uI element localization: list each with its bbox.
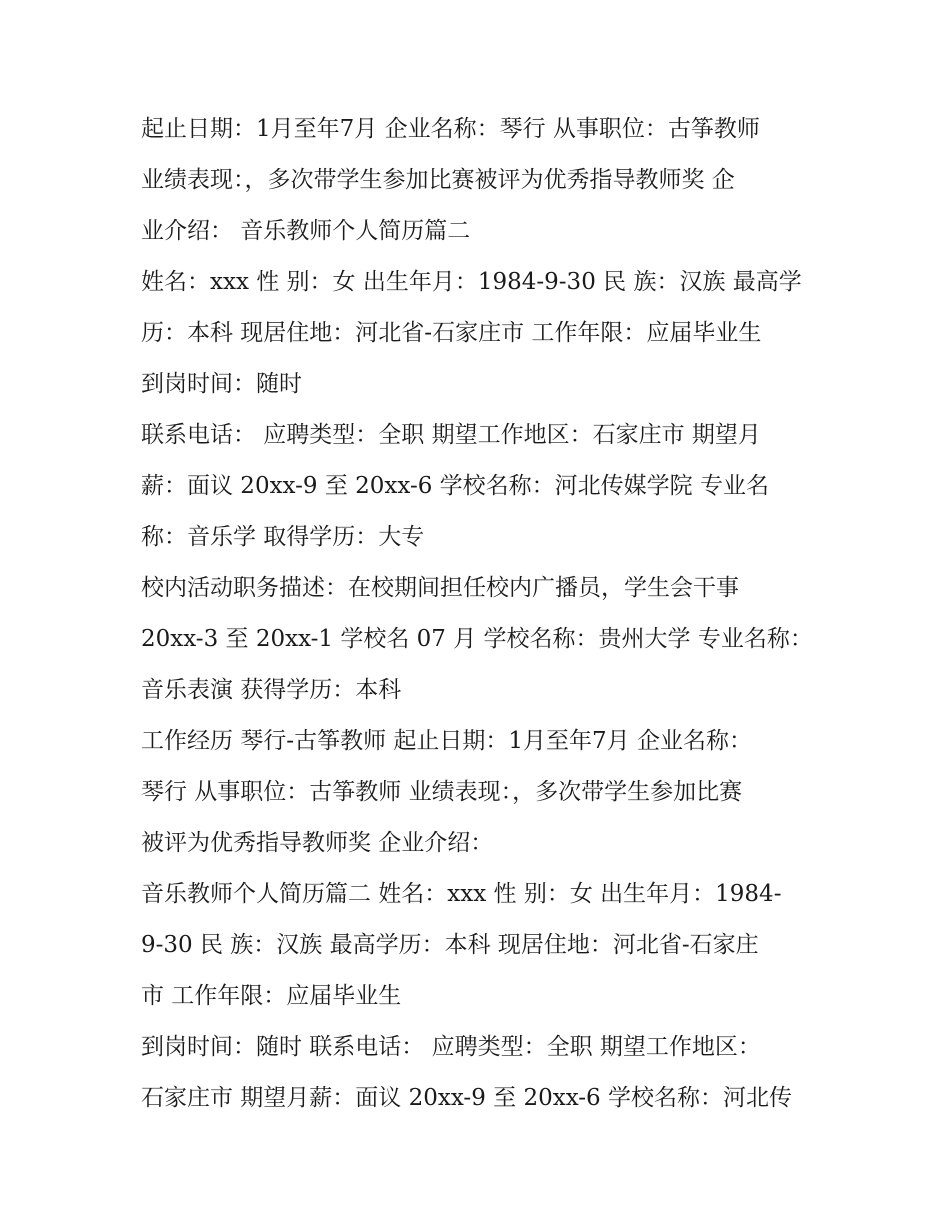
- text-line: 被评为优秀指导教师奖 企业介绍：: [141, 830, 494, 856]
- text-line: 校内活动职务描述：在校期间担任校内广播员，学生会干事: [141, 575, 739, 601]
- text-line: 历：本科 现居住地：河北省-石家庄市 工作年限：应届毕业生: [141, 320, 762, 346]
- text-line: 工作经历 琴行-古筝教师 起止日期：1月至年7月 企业名称：: [141, 728, 752, 754]
- text-line: 20xx-3 至 20xx-1 学校名 07 月 学校名称：贵州大学 专业名称：: [141, 626, 813, 652]
- text-line: 到岗时间：随时: [141, 371, 302, 397]
- text-line: 9-30 民 族：汉族 最高学历：本科 现居住地：河北省-石家庄: [141, 932, 759, 958]
- text-line: 琴行 从事职位：古筝教师 业绩表现：，多次带学生参加比赛: [141, 779, 743, 805]
- text-line: 业介绍： 音乐教师个人简历篇二: [141, 218, 471, 244]
- text-line: 称：音乐学 取得学历：大专: [141, 524, 425, 550]
- resume-text-body: [141, 104, 821, 1124]
- text-line: 音乐表演 获得学历：本科: [141, 677, 402, 703]
- text-line: 薪：面议 20xx-9 至 20xx-6 学校名称：河北传媒学院 专业名: [141, 473, 769, 499]
- text-line: 起止日期：1月至年7月 企业名称：琴行 从事职位：古筝教师: [141, 116, 760, 142]
- text-line: 联系电话： 应聘类型：全职 期望工作地区：石家庄市 期望月: [141, 422, 761, 448]
- text-line: 音乐教师个人简历篇二 姓名：xxx 性 别：女 出生年月：1984-: [141, 881, 782, 907]
- text-line: 姓名：xxx 性 别：女 出生年月：1984-9-30 民 族：汉族 最高学: [141, 269, 802, 295]
- text-line: 石家庄市 期望月薪：面议 20xx-9 至 20xx-6 学校名称：河北传: [141, 1085, 792, 1111]
- text-line: 市 工作年限：应届毕业生: [141, 983, 402, 1009]
- text-line: 业绩表现：，多次带学生参加比赛被评为优秀指导教师奖 企: [141, 167, 735, 193]
- text-line: 到岗时间：随时 联系电话： 应聘类型：全职 期望工作地区：: [141, 1034, 761, 1060]
